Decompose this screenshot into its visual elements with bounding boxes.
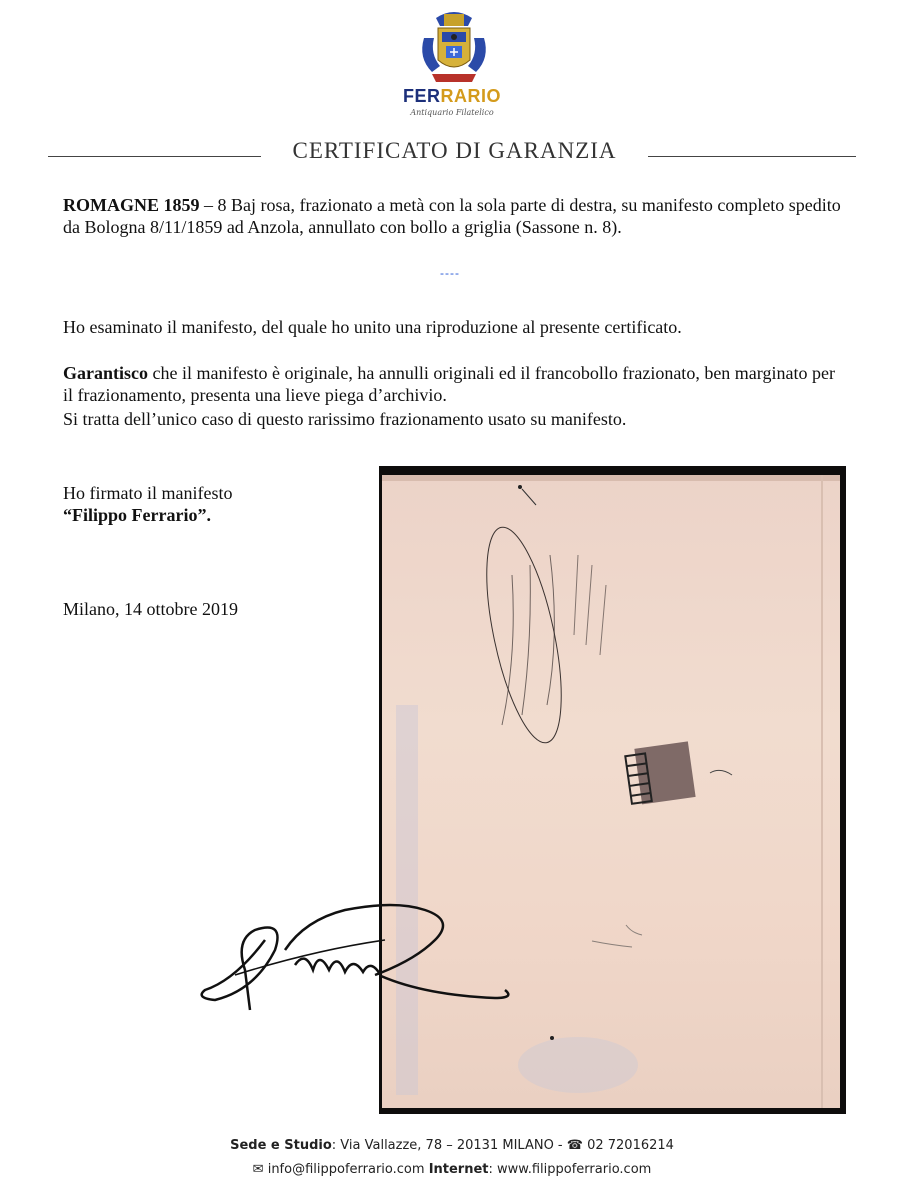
signed-name: “Filippo Ferrario”. <box>63 505 211 525</box>
item-title: ROMAGNE 1859 <box>63 195 200 215</box>
uniqueness-statement: Si tratta dell’unico caso di questo rarissimo frazionamento usato su manifesto. <box>63 409 627 429</box>
certificate-title-row <box>48 138 856 166</box>
envelope-icon: ✉ <box>252 1162 264 1177</box>
footer-contacts <box>0 1162 904 1177</box>
guarantee-statement <box>63 362 843 406</box>
footer-email[interactable]: info@filippoferrario.com <box>263 1162 429 1177</box>
separator: ---- <box>440 266 460 280</box>
title-rule-right <box>648 156 856 157</box>
title-rule-left <box>48 156 261 157</box>
footer-internet-label: Internet <box>428 1162 489 1177</box>
issue-date: Milano, 14 ottobre 2019 <box>63 599 238 619</box>
brand-name <box>352 86 552 107</box>
guarantee-text: che il manifesto è originale, ha annulli originali ed il francobollo frazionato, ben marginato per il frazionamento, presenta una lieve piega d’archivio. <box>63 363 835 405</box>
examination-statement: Ho esaminato il manifesto, del quale ho unito una riproduzione al presente certificato. <box>63 317 682 337</box>
coat-of-arms-logo <box>414 8 494 88</box>
brand-tagline: Antiquario Filatelico <box>410 108 494 117</box>
footer-website[interactable]: : www.filippoferrario.com <box>488 1162 652 1177</box>
guarantee-keyword: Garantisco <box>63 363 148 383</box>
footer-address <box>0 1138 904 1153</box>
footer-studio-label: Sede e Studio <box>230 1138 332 1153</box>
footer-studio-text: : Via Vallazze, 78 – 20131 MILANO - ☎ 02 72016214 <box>331 1138 674 1153</box>
item-description <box>63 194 843 238</box>
brand-name-part2: RARIO <box>440 86 501 106</box>
signed-line: Ho firmato il manifesto <box>63 483 233 503</box>
certificate-title: CERTIFICATO DI GARANZIA <box>292 138 617 163</box>
item-description-text: – 8 Baj rosa, frazionato a metà con la sola parte di destra, su manifesto completo spedito da Bologna 8/11/1859 ad Anzola, annullato con bollo a griglia (Sassone n. 8). <box>63 195 841 237</box>
handwritten-signature <box>195 880 525 1030</box>
signature-statement <box>63 482 232 526</box>
brand-name-part1: FER <box>403 86 441 106</box>
